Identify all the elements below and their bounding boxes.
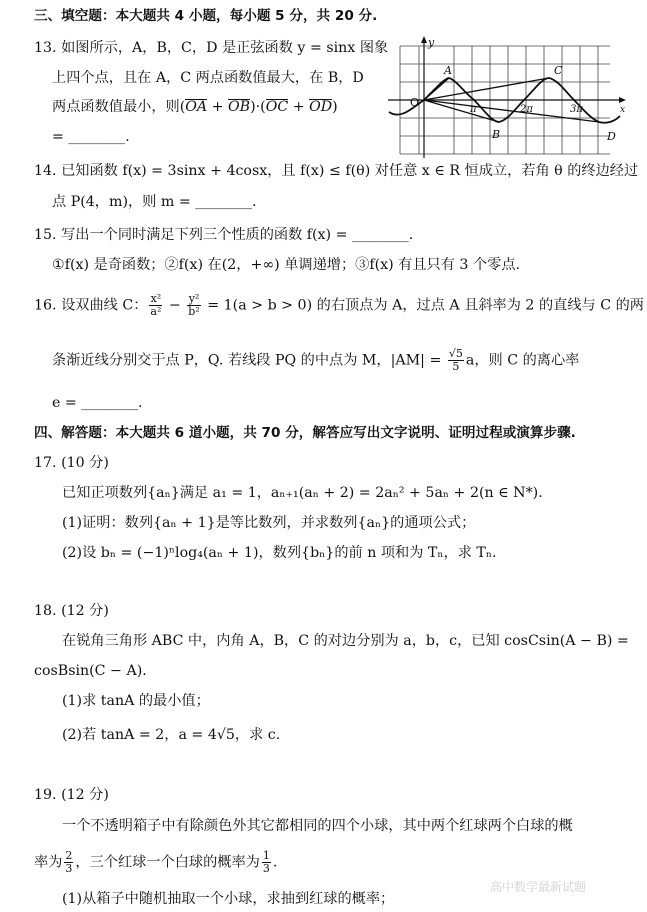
denominator: b² <box>188 305 200 318</box>
numerator: 2 <box>65 849 73 862</box>
q17-title: 17. (10 分) <box>34 455 109 471</box>
sine-graph <box>384 36 630 162</box>
vector-oa: OA <box>185 99 208 115</box>
q13-line3 <box>52 98 338 116</box>
watermark-text: 高中数学最新试题 <box>490 880 587 894</box>
q16-line1 <box>34 293 644 318</box>
q13-answer-blank: = ________. <box>52 129 130 145</box>
numerator: 1 <box>262 849 270 862</box>
x-axis-label: x <box>620 105 626 115</box>
section-4-header: 四、解答题：本大题共 6 道小题，共 70 分，解答应写出文字说明、证明过程或演算步骤. <box>34 425 576 441</box>
q13-line1: 13. 如图所示，A，B，C，D 是正弦函数 y = sinx 图象 <box>34 40 389 56</box>
section-3-header: 三、填空题：本大题共 4 小题，每小题 5 分，共 20 分. <box>34 8 378 24</box>
q16-answer-blank: e = ________. <box>52 395 143 411</box>
q19-title: 19. (12 分) <box>34 787 109 803</box>
y-axis-arrow-icon <box>421 36 427 43</box>
q16-line2-end: a，则 C 的离心率 <box>465 352 580 369</box>
q19-line2-mid: ，三个红球一个白球的概率为 <box>75 854 260 871</box>
y-axis-label: y <box>428 36 435 49</box>
q19-line2-end: . <box>272 854 278 871</box>
q17-part2: (2)设 bₙ = (−1)ⁿlog₄(aₙ + 1)，数列{bₙ}的前 n 项和为 Tₙ，求 Tₙ. <box>62 545 497 561</box>
q18-part2: (2)若 tanA = 2，a = 4√5，求 c. <box>62 727 281 743</box>
q14-line2: 点 P(4，m)，则 m = ________. <box>52 194 257 210</box>
vector-ob-line <box>424 100 499 122</box>
q13-line3-text: 两点函数值最小，则( <box>52 99 186 115</box>
denominator: 3 <box>65 862 73 875</box>
q15-line1: 15. 写出一个同时满足下列三个性质的函数 f(x) = ________. <box>34 227 414 243</box>
x-axis-arrow-icon <box>619 97 626 103</box>
fraction-sqrt5-5 <box>448 348 464 373</box>
tick-pi: π <box>470 104 477 115</box>
q18-title: 18. (12 分) <box>34 603 109 619</box>
fraction-1-3 <box>262 850 271 875</box>
q16-line2 <box>52 348 579 373</box>
q18-part1: (1)求 tanA 的最小值； <box>62 693 210 709</box>
dot-product: )·( <box>250 99 266 115</box>
q19-line1: 一个不透明箱子中有除颜色外其它都相同的四个小球，其中两个红球两个白球的概 <box>62 818 573 834</box>
plus-sign: + <box>288 99 310 115</box>
vector-ob: OB <box>228 99 251 115</box>
fraction-y2-b2 <box>187 293 200 318</box>
q16-prefix: 16. 设双曲线 C： <box>34 297 148 314</box>
tick-3pi: 3π <box>570 104 583 115</box>
denominator: 5 <box>452 360 460 373</box>
q18-line2: cosBsin(C − A). <box>34 663 147 679</box>
q15-line2: ①f(x) 是奇函数；②f(x) 在(2，+∞) 单调递增；③f(x) 有且只有 3 个零点. <box>52 257 521 273</box>
denominator: 3 <box>262 862 270 875</box>
vector-od: OD <box>309 99 333 115</box>
q13-line2: 上四个点，且在 A，C 两点函数值最大，在 B，D <box>52 70 364 86</box>
q17-part1: (1)证明：数列{aₙ + 1}是等比数列，并求数列{aₙ}的通项公式； <box>62 515 476 531</box>
close-paren: ) <box>332 99 338 115</box>
tick-2pi: 2π <box>520 104 533 115</box>
q16-suffix: = 1(a > b > 0) 的右顶点为 A，过点 A 且斜率为 2 的直线与 C 的两 <box>202 297 644 314</box>
q16-line2-text: 条渐近线分别交于点 P，Q. 若线段 PQ 的中点为 M，|AM| = <box>52 352 446 369</box>
vector-oc: OC <box>265 99 289 115</box>
numerator: x² <box>150 292 162 305</box>
fraction-x2-a2 <box>149 293 162 318</box>
q19-part1: (1)从箱子中随机抽取一个小球，求抽到红球的概率； <box>62 891 395 907</box>
numerator: y² <box>188 292 200 305</box>
point-c-label: C <box>554 64 563 77</box>
origin-label: O <box>410 96 420 109</box>
q14-line1: 14. 已知函数 f(x) = 3sinx + 4cosx，且 f(x) ≤ f(θ) 对任意 x ∈ R 恒成立，若角 θ 的终边经过 <box>34 163 639 179</box>
numerator: √5 <box>448 347 463 360</box>
plus-sign: + <box>207 99 229 115</box>
point-b-label: B <box>492 128 501 141</box>
q17-line1: 已知正项数列{aₙ}满足 a₁ = 1，aₙ₊₁(aₙ + 2) = 2aₙ² + 5aₙ + 2(n ∈ N*). <box>62 485 543 501</box>
q19-line2-text: 率为 <box>34 854 63 871</box>
point-a-label: A <box>444 64 452 77</box>
point-d-label: D <box>607 130 616 143</box>
q18-line1: 在锐角三角形 ABC 中，内角 A，B，C 的对边分别为 a，b，c，已知 cosCsin(A − B) = <box>62 633 629 649</box>
q19-line2 <box>34 850 277 875</box>
fraction-2-3 <box>64 850 73 875</box>
minus-sign: − <box>164 297 186 314</box>
denominator: a² <box>150 305 162 318</box>
